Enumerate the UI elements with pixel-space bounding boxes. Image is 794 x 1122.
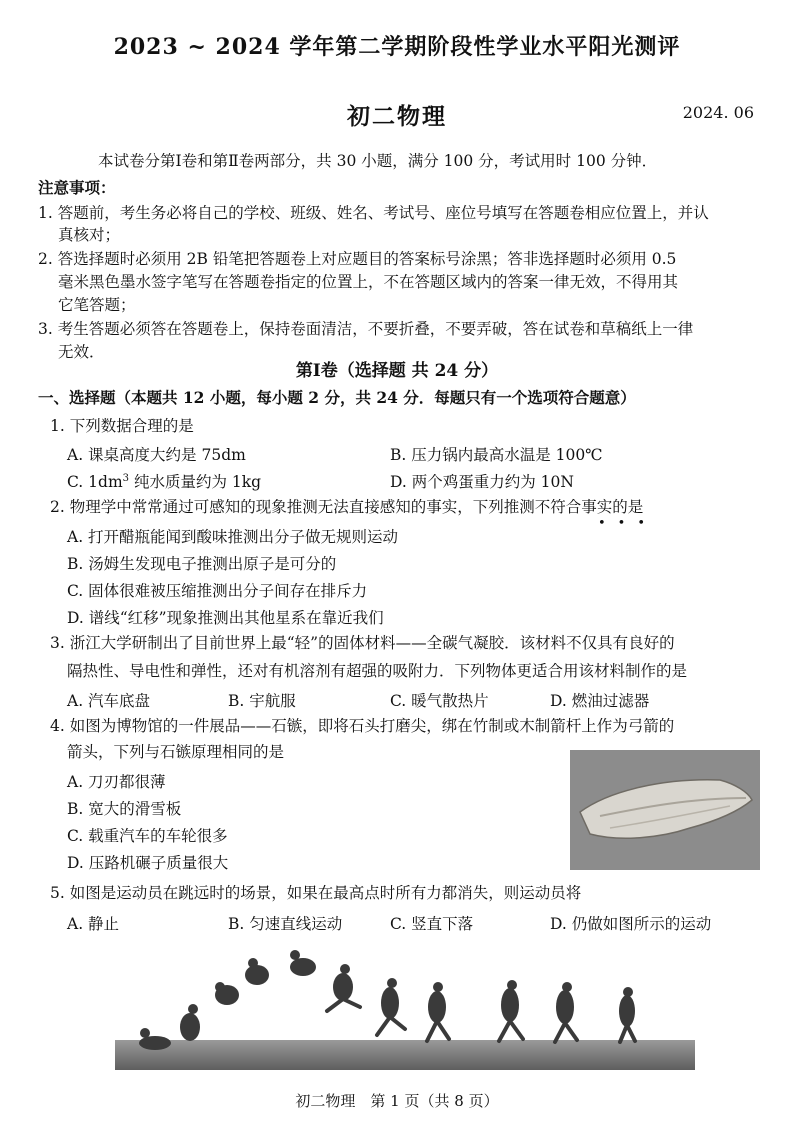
option-c-prefix: C. 1dm — [67, 473, 123, 491]
question-5-option-c: C. 竖直下落 — [390, 915, 474, 933]
long-jump-sequence-image — [115, 945, 695, 1070]
question-1-option-d: D. 两个鸡蛋重力约为 10N — [390, 473, 574, 491]
question-2-stem: 2. 物理学中常常通过可感知的现象推测无法直接感知的事实，下列推测不符合事实的是 — [50, 498, 644, 516]
question-4-line-2: 箭头，下列与石镞原理相同的是 — [67, 743, 285, 761]
question-3-option-c: C. 暖气散热片 — [390, 692, 489, 710]
question-1-option-c — [67, 470, 261, 492]
question-2-option-b: B. 汤姆生发现电子推测出原子是可分的 — [67, 555, 337, 573]
question-4-option-c: C. 载重汽车的车轮很多 — [67, 827, 228, 845]
question-2-option-a: A. 打开醋瓶能闻到酸味推测出分子做无规则运动 — [67, 528, 399, 546]
notes-line: 2. 答选择题时必须用 2B 铅笔把答题卷上对应题目的答案标号涂黑；答非选择题时必须用 0.5 — [38, 250, 677, 268]
question-4-option-a: A. 刀刃都很薄 — [67, 773, 166, 791]
question-3-option-a: A. 汽车底盘 — [67, 692, 151, 710]
question-3-line-1: 3. 浙江大学研制出了目前世界上最“轻”的固体材料——全碳气凝胶．该材料不仅具有良好的 — [50, 634, 675, 652]
question-4-option-b: B. 宽大的滑雪板 — [67, 800, 182, 818]
superscript: 3 — [122, 472, 130, 484]
exam-title: 2023 ~ 2024 学年第二学期阶段性学业水平阳光测评 — [113, 34, 681, 60]
question-4-line-1: 4. 如图为博物馆的一件展品——石镞，即将石头打磨尖，绑在竹制或木制箭杆上作为弓箭的 — [50, 717, 675, 735]
notes-line: 3. 考生答题必须答在答题卷上，保持卷面清洁，不要折叠，不要弄破，答在试卷和草稿纸上一律 — [38, 320, 694, 338]
intro-text: 本试卷分第Ⅰ卷和第Ⅱ卷两部分，共 30 小题，满分 100 分，考试用时 100 分钟． — [98, 152, 658, 170]
question-1-stem: 1. 下列数据合理的是 — [50, 417, 194, 435]
option-c-suffix: 纯水质量约为 1kg — [129, 473, 262, 491]
question-3-line-2: 隔热性、导电性和弹性，还对有机溶剂有超强的吸附力．下列物体更适合用该材料制作的是 — [67, 662, 688, 680]
question-3-option-b: B. 宇航服 — [228, 692, 296, 710]
question-5-option-a: A. 静止 — [67, 915, 120, 933]
emphasis-dots: ••• — [598, 516, 658, 531]
question-2-option-d: D. 谱线“红移”现象推测出其他星系在靠近我们 — [67, 609, 384, 627]
question-1-option-a: A. 课桌高度大约是 75dm — [67, 446, 246, 464]
page-footer: 初二物理 第 1 页（共 8 页） — [295, 1092, 499, 1110]
question-5-stem: 5. 如图是运动员在跳远时的场景，如果在最高点时所有力都消失，则运动员将 — [50, 884, 582, 902]
question-5-option-b: B. 匀速直线运动 — [228, 915, 343, 933]
notes-line: 真核对； — [58, 226, 121, 244]
question-4-option-d: D. 压路机碾子质量很大 — [67, 854, 229, 872]
exam-date: 2024. 06 — [682, 103, 754, 122]
question-3-option-d: D. 燃油过滤器 — [550, 692, 650, 710]
question-2-option-c: C. 固体很难被压缩推测出分子间存在排斥力 — [67, 582, 368, 600]
question-1-option-b: B. 压力锅内最高水温是 100℃ — [390, 446, 603, 464]
notes-line: 毫米黑色墨水签字笔写在答题卷指定的位置上，不在答题区域内的答案一律无效，不得用其 — [58, 273, 679, 291]
section-title: 第Ⅰ卷（选择题 共 24 分） — [295, 361, 499, 381]
stone-arrowhead-image — [570, 750, 760, 870]
notes-line: 1. 答题前，考生务必将自己的学校、班级、姓名、考试号、座位号填写在答题卷相应位置上，并认 — [38, 204, 709, 222]
question-5-option-d: D. 仍做如图所示的运动 — [550, 915, 712, 933]
notes-heading: 注意事项： — [38, 178, 116, 197]
subject-title: 初二物理 — [347, 103, 447, 130]
notes-line: 它笔答题； — [58, 296, 136, 314]
notes-line: 无效． — [58, 343, 105, 361]
section-instruction: 一、选择题（本题共 12 小题，每小题 2 分，共 24 分．每题只有一个选项符合题意） — [38, 388, 636, 407]
